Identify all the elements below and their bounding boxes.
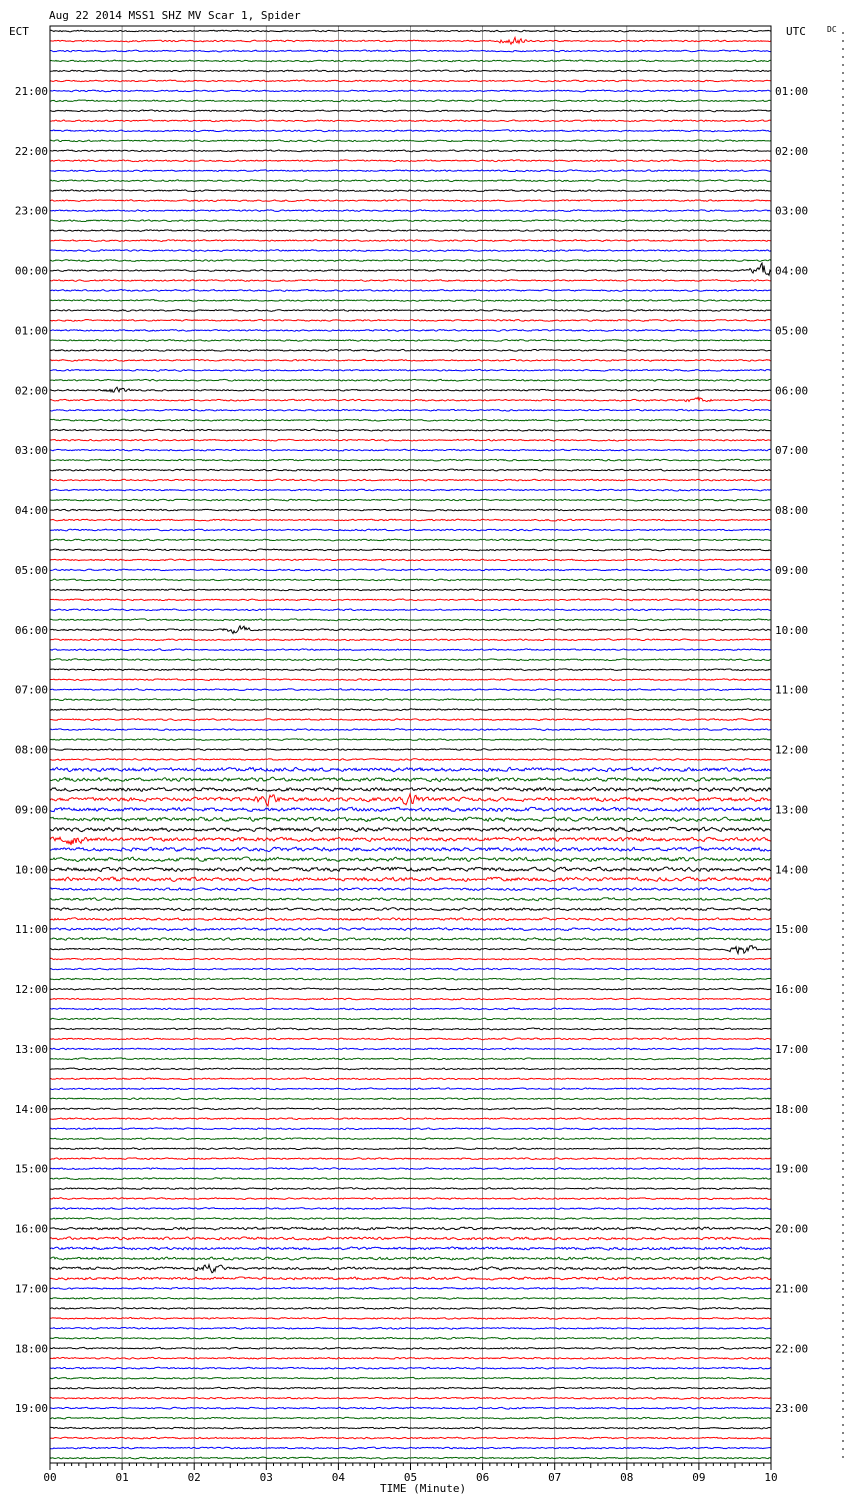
utc-label-1900: 19:00: [775, 1162, 809, 1176]
x-axis-label: TIME (Minute): [380, 1482, 467, 1495]
utc-label-2100: 21:00: [775, 1282, 809, 1296]
ect-label-1800: 18:00: [14, 1342, 48, 1356]
x-tick-label-00: 00: [43, 1471, 57, 1484]
utc-label-2000: 20:00: [775, 1222, 809, 1236]
x-tick-label-10: 10: [764, 1471, 778, 1484]
utc-label-1200: 12:00: [775, 743, 809, 757]
ect-label-1400: 14:00: [14, 1102, 48, 1116]
dc-marker-label: DC: [827, 25, 837, 34]
ect-label-0600: 06:00: [14, 623, 48, 637]
x-axis-ticks: [43, 1463, 777, 1484]
utc-label-0100: 01:00: [775, 84, 809, 98]
ect-label-1200: 12:00: [14, 983, 48, 996]
utc-label-1500: 15:00: [775, 923, 809, 937]
utc-label-0600: 06:00: [775, 384, 809, 398]
ect-label-1600: 16:00: [14, 1222, 48, 1236]
ect-label-1500: 15:00: [14, 1162, 48, 1176]
ect-hour-labels: [15, 85, 48, 1415]
ect-label-2300: 23:00: [14, 204, 48, 218]
ect-label-1300: 13:00: [14, 1042, 48, 1056]
ect-label-1000: 10:00: [14, 863, 48, 877]
x-tick-label-06: 06: [475, 1471, 490, 1484]
utc-label-0800: 08:00: [775, 504, 809, 517]
x-tick-label-01: 01: [115, 1471, 129, 1484]
utc-label-1400: 14:00: [775, 863, 809, 877]
x-tick-label-09: 09: [692, 1471, 706, 1484]
utc-label-0500: 05:00: [775, 324, 809, 338]
ect-label-0900: 09:00: [14, 803, 48, 817]
utc-label-0200: 02:00: [775, 144, 809, 158]
trace-row-113: [50, 1158, 771, 1160]
ect-label-0100: 01:00: [14, 324, 48, 338]
x-tick-label-03: 03: [259, 1471, 273, 1484]
utc-label-1000: 10:00: [775, 623, 809, 637]
ect-label-0400: 04:00: [14, 504, 48, 517]
ect-label-0000: 00:00: [14, 264, 48, 278]
ect-label-2200: 22:00: [14, 144, 48, 158]
utc-label-0300: 03:00: [775, 204, 809, 218]
x-tick-label-05: 05: [403, 1471, 418, 1484]
ect-label-2100: 21:00: [14, 84, 48, 98]
ect-label-0700: 07:00: [14, 683, 48, 697]
x-tick-label-02: 02: [187, 1471, 201, 1484]
ect-label-1700: 17:00: [14, 1282, 48, 1296]
utc-label-1600: 16:00: [775, 983, 809, 996]
ect-label-0500: 05:00: [14, 563, 48, 577]
utc-label-1800: 18:00: [775, 1102, 809, 1116]
ect-label-1900: 19:00: [14, 1402, 48, 1416]
time-gridlines: [122, 26, 699, 1463]
left-axis-label: ECT: [9, 25, 29, 38]
utc-label-2200: 22:00: [775, 1342, 809, 1356]
x-tick-label-04: 04: [331, 1471, 346, 1484]
x-tick-label-07: 07: [548, 1471, 562, 1484]
ect-label-0300: 03:00: [14, 444, 48, 458]
ect-label-0800: 08:00: [14, 743, 48, 757]
ect-label-1100: 11:00: [14, 923, 48, 937]
utc-label-1100: 11:00: [775, 683, 809, 697]
x-tick-label-08: 08: [620, 1471, 634, 1484]
right-axis-label: UTC: [786, 25, 806, 38]
utc-hour-labels: [775, 85, 808, 1415]
utc-label-0900: 09:00: [775, 563, 809, 577]
utc-label-1700: 17:00: [775, 1042, 809, 1056]
ect-label-0200: 02:00: [14, 384, 48, 398]
utc-label-2300: 23:00: [775, 1402, 809, 1416]
utc-label-0400: 04:00: [775, 264, 809, 278]
utc-label-0700: 07:00: [775, 444, 809, 458]
utc-label-1300: 13:00: [775, 803, 809, 817]
chart-title: Aug 22 2014 MSS1 SHZ MV Scar 1, Spider: [49, 9, 301, 22]
